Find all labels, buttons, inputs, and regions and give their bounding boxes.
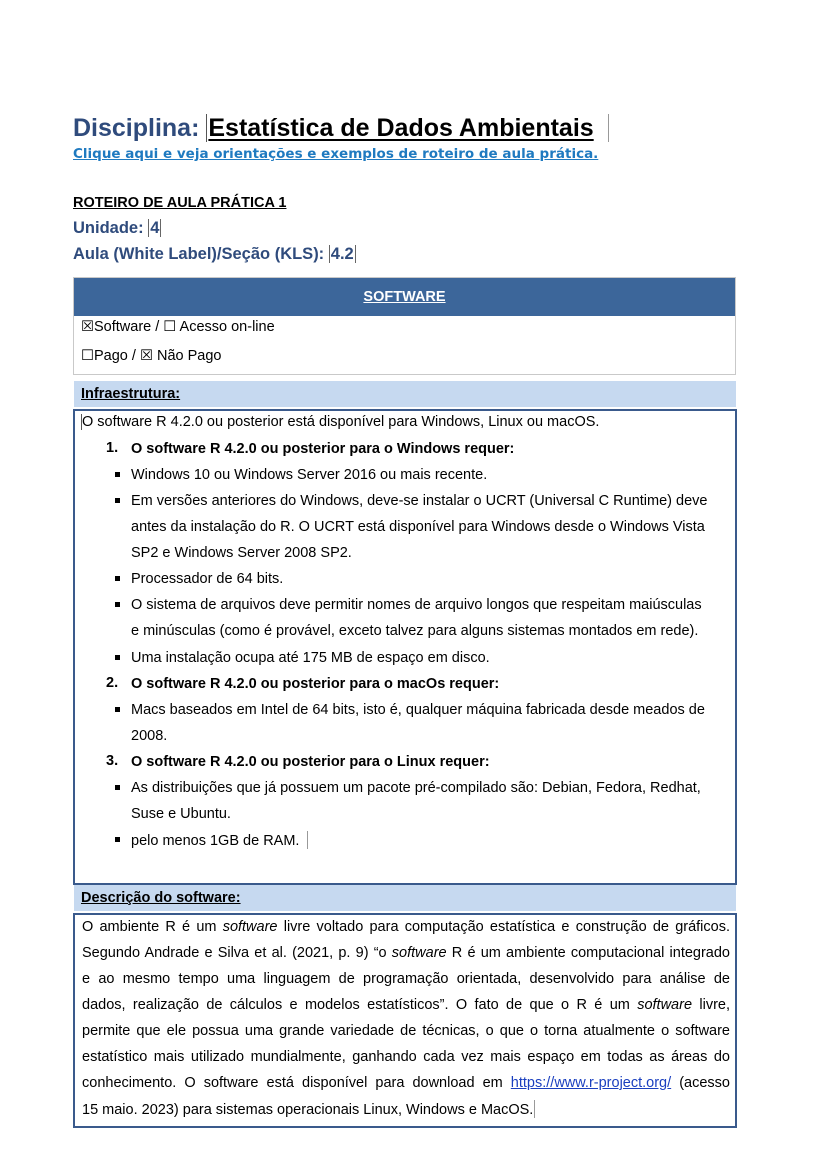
bullet-icon — [115, 498, 120, 503]
description-box[interactable] — [73, 913, 737, 1128]
text-cursor — [534, 1100, 535, 1118]
text-cursor — [307, 831, 308, 849]
mac-heading: O software R 4.2.0 ou posterior para o macOs requer: — [131, 676, 500, 692]
text-run: livre, — [692, 997, 730, 1013]
text-run: livre voltado para computação estatística e construção de gráficos. — [277, 919, 730, 935]
list-item: As distribuições que já possuem um pacote pré-compilado são: Debian, Fedora, Redhat, — [131, 780, 701, 796]
list-item-continuation: Suse e Ubuntu. — [131, 806, 231, 822]
bullet-icon — [115, 655, 120, 660]
text-run: conhecimento. O software está disponível para download em — [82, 1075, 511, 1091]
list-item-continuation: antes da instalação do R. O UCRT está disponível para Windows desde o Windows Vista — [131, 519, 705, 535]
list-item: O sistema de arquivos deve permitir nomes de arquivo longos que respeitam maiúsculas — [131, 597, 702, 613]
list-item: Em versões anteriores do Windows, deve-se instalar o UCRT (Universal C Runtime) deve — [131, 493, 708, 509]
bullet-icon — [115, 602, 120, 607]
aula-label: Aula (White Label)/Seção (KLS): — [73, 245, 325, 263]
infra-label: Infraestrutura: — [81, 386, 181, 402]
aula-line — [73, 245, 356, 264]
discipline-label: Disciplina: — [73, 114, 200, 142]
infra-box[interactable] — [73, 409, 737, 885]
guide-link[interactable]: Clique aqui e veja orientações e exemplos de roteiro de aula prática. — [73, 146, 599, 162]
text-run: (acesso — [671, 1075, 730, 1091]
list-item-continuation: 2008. — [131, 728, 168, 744]
text-run: R é um ambiente computacional integrado — [446, 945, 730, 961]
software-payment-checkboxes[interactable]: ☐Pago / ☒ Não Pago — [81, 348, 222, 364]
discipline-value: Estatística de Dados Ambientais — [208, 114, 594, 142]
unidade-line — [73, 219, 161, 238]
list-number: 2. — [106, 675, 119, 691]
discipline-value-field[interactable] — [206, 114, 593, 142]
description-line — [82, 1100, 730, 1119]
list-item-text: pelo menos 1GB de RAM. — [131, 833, 300, 849]
text-run: dados, realização de cálculos e modelos estatísticos”. O fato de que o R é um — [82, 997, 638, 1013]
text-cursor — [608, 114, 609, 142]
bullet-icon — [115, 472, 120, 477]
bullet-icon — [115, 785, 120, 790]
text-run: 15 maio. 2023) para sistemas operacionais Linux, Windows e MacOS. — [82, 1102, 534, 1118]
unidade-value[interactable]: 4 — [150, 219, 160, 237]
software-box — [73, 277, 736, 375]
discipline-title — [73, 114, 609, 143]
description-line: estatístico mais utilizado mundialmente, ganhando cada vez mais espaço em todas as áreas do — [82, 1049, 730, 1065]
text-run-italic: software — [391, 945, 447, 961]
list-item: Windows 10 ou Windows Server 2016 ou mais recente. — [131, 467, 488, 483]
description-line: permite que ele possua uma grande variedade de técnicas, o que o torna atualmente o software — [82, 1023, 730, 1039]
list-item-continuation: SP2 e Windows Server 2008 SP2. — [131, 545, 352, 561]
bullet-icon — [115, 576, 120, 581]
text-run: Segundo Andrade e Silva et al. (2021, p. 9) “o — [82, 945, 392, 961]
text-run: O ambiente R é um — [82, 919, 223, 935]
list-item — [131, 831, 308, 850]
linux-heading: O software R 4.2.0 ou posterior para o Linux requer: — [131, 754, 490, 770]
aula-value[interactable]: 4.2 — [330, 245, 354, 263]
description-line: e ao mesmo tempo uma linguagem de programação orientada, desenvolvido para análise de — [82, 971, 730, 987]
list-item: Processador de 64 bits. — [131, 571, 284, 587]
list-number: 3. — [106, 753, 119, 769]
bullet-icon — [115, 837, 120, 842]
list-item: Uma instalação ocupa até 175 MB de espaço em disco. — [131, 650, 490, 666]
description-line — [82, 1074, 730, 1092]
text-run-italic: software — [222, 919, 278, 935]
unidade-label: Unidade: — [73, 219, 144, 237]
infra-label-bar — [74, 381, 736, 407]
description-line — [82, 918, 730, 936]
description-line — [82, 996, 730, 1014]
roteiro-title: ROTEIRO DE AULA PRÁTICA 1 — [73, 195, 287, 211]
description-label: Descrição do software: — [81, 890, 241, 906]
list-number: 1. — [106, 440, 119, 456]
description-label-bar — [74, 885, 736, 911]
windows-heading: O software R 4.2.0 ou posterior para o Windows requer: — [131, 441, 515, 457]
infra-intro: O software R 4.2.0 ou posterior está disponível para Windows, Linux ou macOS. — [82, 414, 600, 430]
list-item-continuation: e minúsculas (como é provável, exceto talvez para alguns sistemas montados em rede). — [131, 623, 699, 639]
description-line — [82, 944, 730, 962]
list-item: Macs baseados em Intel de 64 bits, isto é, qualquer máquina fabricada desde meados de — [131, 702, 705, 718]
bullet-icon — [115, 707, 120, 712]
software-type-checkboxes[interactable]: ☒Software / ☐ Acesso on-line — [81, 319, 275, 335]
r-project-link[interactable]: https://www.r-project.org/ — [510, 1075, 672, 1091]
text-run-italic: software — [637, 997, 693, 1013]
software-header: SOFTWARE — [74, 278, 735, 316]
